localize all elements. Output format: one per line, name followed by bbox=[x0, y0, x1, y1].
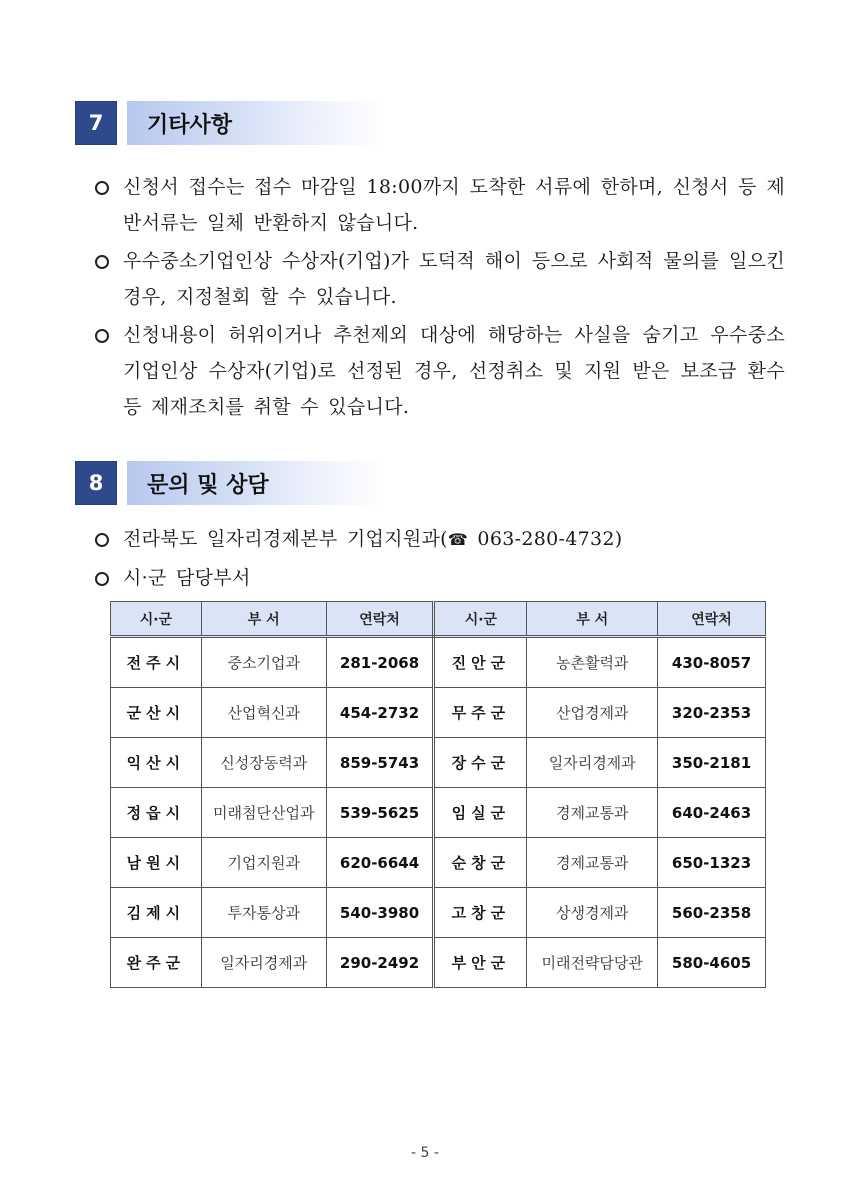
list-item bbox=[95, 243, 785, 315]
phone-cell: 430-8057 bbox=[658, 637, 766, 688]
column-header-department: 부 서 bbox=[527, 602, 658, 637]
region-cell: 무주군 bbox=[434, 688, 527, 738]
region-cell: 남원시 bbox=[111, 838, 202, 888]
region-cell: 진안군 bbox=[434, 637, 527, 688]
table-row bbox=[111, 888, 766, 938]
contact-department: 전라북도 일자리경제본부 기업지원과( bbox=[123, 528, 448, 550]
table-row bbox=[111, 938, 766, 988]
sub-heading bbox=[95, 560, 785, 596]
section-7-number: 7 bbox=[75, 101, 117, 145]
phone-cell: 580-4605 bbox=[658, 938, 766, 988]
section-8-title: 문의 및 상담 bbox=[127, 461, 385, 505]
column-header-department: 부 서 bbox=[201, 602, 326, 637]
region-cell: 군산시 bbox=[111, 688, 202, 738]
phone-cell: 290-2492 bbox=[326, 938, 434, 988]
department-cell: 산업혁신과 bbox=[201, 688, 326, 738]
column-header-region: 시·군 bbox=[434, 602, 527, 637]
region-cell: 익산시 bbox=[111, 738, 202, 788]
bullet-text: 우수중소기업인상 수상자(기업)가 도덕적 해이 등으로 사회적 물의를 일으킨 경우, 지정철회 할 수 있습니다. bbox=[123, 250, 785, 308]
department-cell: 미래전략담당관 bbox=[527, 938, 658, 988]
table-row bbox=[111, 788, 766, 838]
phone-cell: 540-3980 bbox=[326, 888, 434, 938]
phone-cell: 539-5625 bbox=[326, 788, 434, 838]
region-cell: 완주군 bbox=[111, 938, 202, 988]
phone-cell: 620-6644 bbox=[326, 838, 434, 888]
department-cell: 신성장동력과 bbox=[201, 738, 326, 788]
department-cell: 경제교통과 bbox=[527, 838, 658, 888]
phone-cell: 281-2068 bbox=[326, 637, 434, 688]
contact-phone: 063-280-4732) bbox=[468, 528, 623, 550]
page-number: - 5 - bbox=[411, 1145, 439, 1161]
region-cell: 장수군 bbox=[434, 738, 527, 788]
phone-cell: 650-1323 bbox=[658, 838, 766, 888]
bullet-text: 신청내용이 허위이거나 추천제외 대상에 해당하는 사실을 숨기고 우수중소기업인상 수상자(기업)로 선정된 경우, 선정취소 및 지원 받은 보조금 환수 등 제재조치를 취할 수 있습니다. bbox=[123, 324, 785, 418]
contact-line bbox=[95, 521, 785, 558]
column-header-phone: 연락처 bbox=[326, 602, 434, 637]
section-7-bullets bbox=[95, 169, 785, 427]
circle-bullet-icon bbox=[95, 329, 109, 343]
department-cell: 일자리경제과 bbox=[201, 938, 326, 988]
sub-heading-text: 시·군 담당부서 bbox=[123, 567, 251, 589]
bullet-text: 신청서 접수는 접수 마감일 18:00까지 도착한 서류에 한하며, 신청서 등 제반서류는 일체 반환하지 않습니다. bbox=[123, 176, 785, 234]
circle-bullet-icon bbox=[95, 255, 109, 269]
department-cell: 기업지원과 bbox=[201, 838, 326, 888]
table-row bbox=[111, 738, 766, 788]
section-7-header bbox=[75, 101, 385, 145]
region-cell: 정읍시 bbox=[111, 788, 202, 838]
section-8-bullets bbox=[95, 521, 785, 598]
region-cell: 부안군 bbox=[434, 938, 527, 988]
phone-cell: 320-2353 bbox=[658, 688, 766, 738]
table-header-row bbox=[111, 602, 766, 637]
section-8-header bbox=[75, 461, 385, 505]
phone-cell: 859-5743 bbox=[326, 738, 434, 788]
column-header-phone: 연락처 bbox=[658, 602, 766, 637]
list-item bbox=[95, 317, 785, 425]
contacts-table bbox=[110, 601, 766, 988]
department-cell: 투자통상과 bbox=[201, 888, 326, 938]
phone-cell: 640-2463 bbox=[658, 788, 766, 838]
department-cell: 농촌활력과 bbox=[527, 637, 658, 688]
department-cell: 일자리경제과 bbox=[527, 738, 658, 788]
phone-icon: ☎ bbox=[447, 530, 469, 549]
region-cell: 전주시 bbox=[111, 637, 202, 688]
phone-cell: 454-2732 bbox=[326, 688, 434, 738]
column-header-region: 시·군 bbox=[111, 602, 202, 637]
table-row bbox=[111, 637, 766, 688]
department-cell: 경제교통과 bbox=[527, 788, 658, 838]
circle-bullet-icon bbox=[95, 533, 109, 547]
region-cell: 순창군 bbox=[434, 838, 527, 888]
list-item bbox=[95, 169, 785, 241]
phone-cell: 560-2358 bbox=[658, 888, 766, 938]
phone-cell: 350-2181 bbox=[658, 738, 766, 788]
table-row bbox=[111, 838, 766, 888]
region-cell: 김제시 bbox=[111, 888, 202, 938]
circle-bullet-icon bbox=[95, 572, 109, 586]
region-cell: 고창군 bbox=[434, 888, 527, 938]
region-cell: 임실군 bbox=[434, 788, 527, 838]
department-cell: 미래첨단산업과 bbox=[201, 788, 326, 838]
circle-bullet-icon bbox=[95, 181, 109, 195]
department-cell: 상생경제과 bbox=[527, 888, 658, 938]
department-cell: 중소기업과 bbox=[201, 637, 326, 688]
section-8-number: 8 bbox=[75, 461, 117, 505]
section-7-title: 기타사항 bbox=[127, 101, 385, 145]
department-cell: 산업경제과 bbox=[527, 688, 658, 738]
table-row bbox=[111, 688, 766, 738]
